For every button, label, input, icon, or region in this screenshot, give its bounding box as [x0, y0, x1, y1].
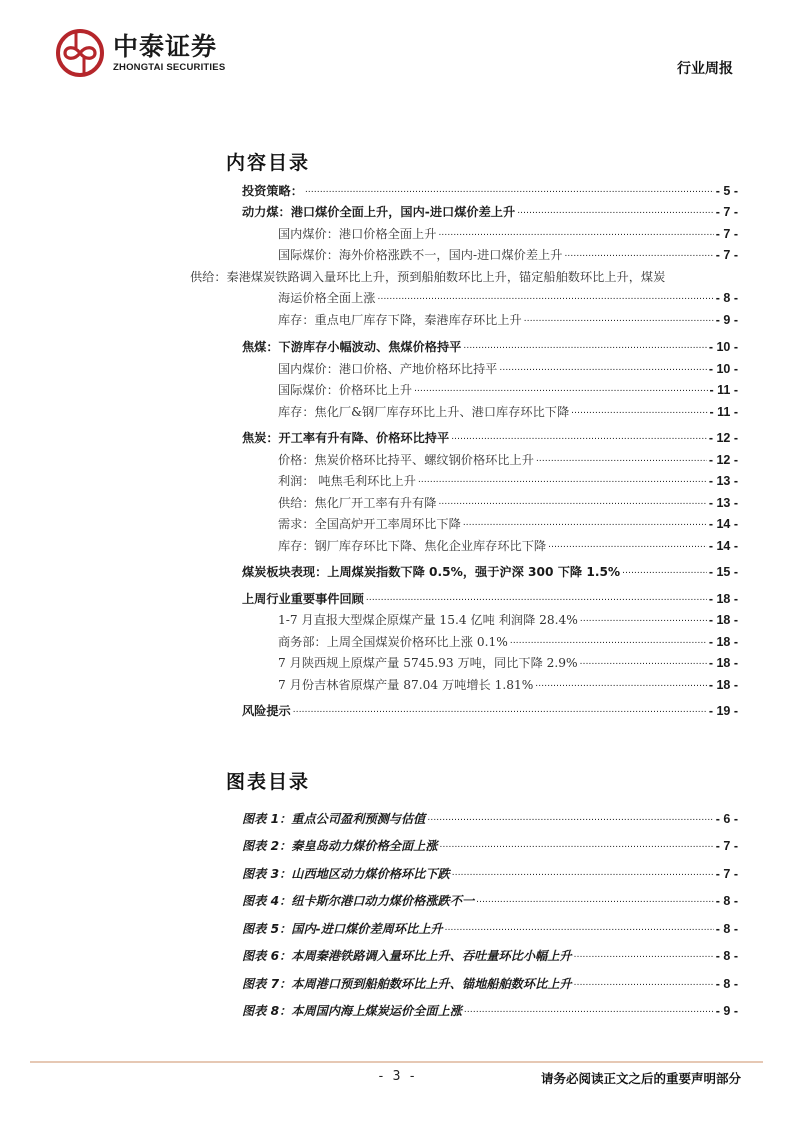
- toc-item-industry-events[interactable]: 上周行业重要事件回顾 ..... - 18 -: [190, 584, 738, 606]
- figure-item-2[interactable]: 图表 2：秦皇岛动力煤价格全面上涨 ..... - 7 -: [242, 826, 738, 854]
- leader-dots: [463, 517, 707, 531]
- figure-item-1[interactable]: 图表 1：重点公司盈利预测与估值 ..... - 6 -: [242, 798, 738, 826]
- page-number: - 3 -: [377, 1069, 417, 1084]
- leader-dots: [476, 894, 714, 908]
- company-logo: [55, 28, 225, 78]
- leader-dots: [510, 635, 707, 649]
- leader-dots: [524, 313, 714, 327]
- toc-item-event-2[interactable]: 商务部：上周全国煤炭价格环比上涨 0.1% ..... - 18 -: [190, 627, 738, 649]
- figure-item-7[interactable]: 图表 7：本周港口预到船舶数环比上升、锚地船舶数环比上升 ..... - 8 -: [242, 963, 738, 991]
- leader-dots: [440, 839, 714, 853]
- leader-dots: [378, 291, 714, 305]
- figure-item-3[interactable]: 图表 3：山西地区动力煤价格环比下跌 ..... - 7 -: [242, 853, 738, 881]
- leader-dots: [499, 362, 706, 376]
- toc-item-supply[interactable]: 供给：秦港煤炭铁路调入量环比上升，预到船舶数环比上升，锚定船舶数环比上升，煤炭: [190, 269, 666, 284]
- report-type-label: 行业周报: [677, 61, 733, 77]
- leader-dots: [452, 867, 714, 881]
- toc-item-coke-inventory[interactable]: 库存：钢厂库存环比下降、焦化企业库存环比下降 ..... - 14 -: [190, 531, 738, 553]
- leader-dots: [414, 383, 707, 397]
- toc-item-coking-inventory[interactable]: 库存：焦化厂&钢厂库存环比上升、港口库存环比下降 ..... - 11 -: [190, 397, 738, 419]
- toc-item-coking-domestic-price[interactable]: 国内煤价：港口价格、产地价格环比持平 ..... - 10 -: [190, 354, 738, 376]
- leader-dots: [622, 565, 707, 579]
- footer-divider: [30, 1061, 763, 1063]
- toc-item-event-4[interactable]: 7 月份吉林省原煤产量 87.04 万吨增长 1.81% ..... - 18 -: [190, 670, 738, 692]
- toc-item-sector-performance[interactable]: 煤炭板块表现：上周煤炭指数下降 0.5%，强于沪深 300 下降 1.5% ..... - 15 -: [190, 558, 738, 580]
- leader-dots: [451, 431, 707, 445]
- toc-item-coking-coal[interactable]: 焦煤：下游库存小幅波动、焦煤价格持平 ..... - 10 -: [190, 333, 738, 355]
- leader-dots: [548, 539, 707, 553]
- logo-english-name: ZHONGTAI SECURITIES: [113, 61, 226, 73]
- table-of-contents: [190, 176, 738, 718]
- leader-dots: [445, 922, 714, 936]
- figure-item-5[interactable]: 图表 5：国内-进口煤价差周环比上升 ..... - 8 -: [242, 908, 738, 936]
- leader-dots: [366, 592, 707, 606]
- toc-item-domestic-price[interactable]: 国内煤价：港口价格全面上升 ..... - 7 -: [190, 219, 738, 241]
- figure-item-6[interactable]: 图表 6：本周秦港铁路调入量环比上升、吞吐量环比小幅上升 ..... - 8 -: [242, 936, 738, 964]
- leader-dots: [574, 949, 714, 963]
- leader-dots: [464, 1004, 714, 1018]
- leader-dots: [463, 340, 706, 354]
- toc-item-coke[interactable]: 焦炭：开工率有升有降、价格环比持平 ..... - 12 -: [190, 424, 738, 446]
- toc-item-supply-cont[interactable]: 海运价格全面上涨 ..... - 8 -: [190, 284, 738, 306]
- toc-item-coking-international-price[interactable]: 国际煤价：价格环比上升 ..... - 11 -: [190, 376, 738, 398]
- page-header: [0, 0, 793, 110]
- leader-dots: [574, 977, 714, 991]
- toc-item-event-3[interactable]: 7 月陕西规上原煤产量 5745.93 万吨，同比下降 2.9% ..... - 18 -: [190, 649, 738, 671]
- list-of-figures: [242, 798, 738, 1018]
- leader-dots: [580, 613, 707, 627]
- toc-item-coke-price[interactable]: 价格：焦炭价格环比持平、螺纹钢价格环比上升 ..... - 12 -: [190, 445, 738, 467]
- zhongtai-logo-icon: [55, 28, 105, 78]
- leader-dots: [427, 812, 713, 826]
- leader-dots: [580, 656, 707, 670]
- toc-item-international-price[interactable]: 国际煤价：海外价格涨跌不一，国内-进口煤价差上升 ..... - 7 -: [190, 241, 738, 263]
- leader-dots: [535, 678, 707, 692]
- toc-item-inventory[interactable]: 库存：重点电厂库存下降，秦港库存环比上升 ..... - 9 -: [190, 305, 738, 327]
- leader-dots: [305, 184, 714, 198]
- logo-chinese-name: 中泰证券: [113, 31, 218, 61]
- toc-item-coke-supply[interactable]: 供给：焦化厂开工率有升有降 ..... - 13 -: [190, 488, 738, 510]
- figure-item-4[interactable]: 图表 4：纽卡斯尔港口动力煤价格涨跌不一 ..... - 8 -: [242, 881, 738, 909]
- figure-item-8[interactable]: 图表 8：本周国内海上煤炭运价全面上涨 ..... - 9 -: [242, 991, 738, 1019]
- toc-item-investment-strategy[interactable]: 投资策略： ..... - 5 -: [190, 176, 738, 198]
- leader-dots: [293, 704, 707, 718]
- contents-title: 内容目录: [226, 152, 311, 174]
- leader-dots: [418, 474, 707, 488]
- leader-dots: [438, 227, 713, 241]
- leader-dots: [564, 248, 713, 262]
- leader-dots: [517, 205, 714, 219]
- toc-item-event-1[interactable]: 1-7 月直报大型煤企原煤产量 15.4 亿吨 利润降 28.4% ..... - 18 -: [190, 606, 738, 628]
- leader-dots: [438, 496, 706, 510]
- disclaimer-note: 请务必阅读正文之后的重要声明部分: [540, 1071, 741, 1086]
- figures-title: 图表目录: [226, 771, 311, 793]
- toc-item-thermal-coal[interactable]: 动力煤：港口煤价全面上升，国内-进口煤价差上升 ..... - 7 -: [190, 198, 738, 220]
- toc-item-coke-profit[interactable]: 利润： 吨焦毛利环比上升 ..... - 13 -: [190, 467, 738, 489]
- leader-dots: [536, 453, 707, 467]
- toc-item-coke-demand[interactable]: 需求：全国高炉开工率周环比下降 ..... - 14 -: [190, 510, 738, 532]
- leader-dots: [571, 405, 707, 419]
- toc-item-risk-warning[interactable]: 风险提示 ..... - 19 -: [190, 697, 738, 719]
